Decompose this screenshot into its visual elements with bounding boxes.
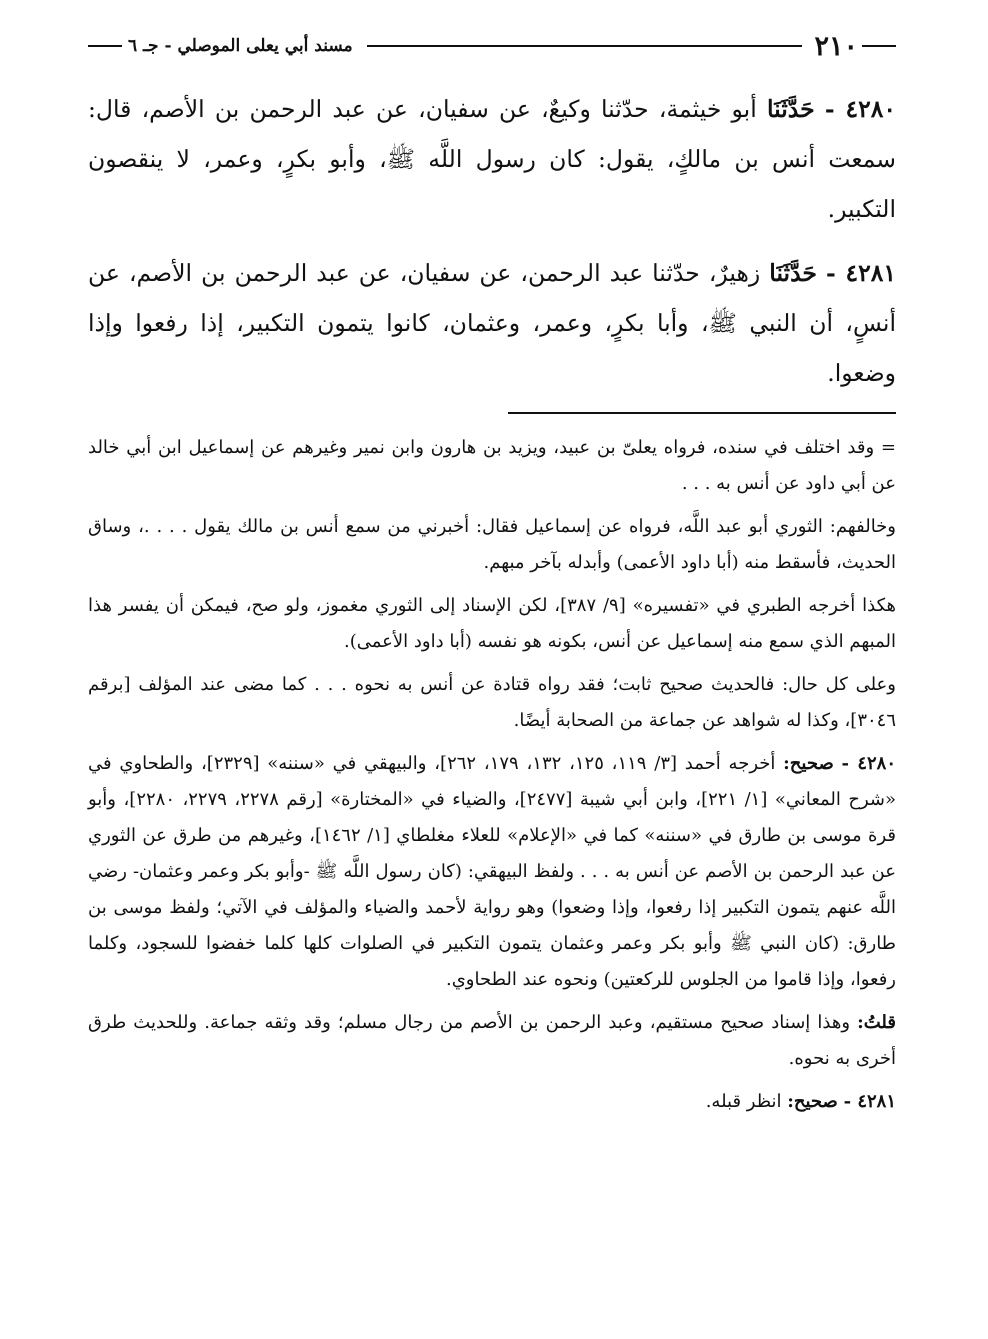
hadith-keyword: حَدَّثَنَا (769, 259, 817, 287)
hadith-number: ٤٢٨١ - (825, 259, 896, 287)
hadith-text: أبو خيثمة، حدّثنا وكيعٌ، عن سفيان، عن عبد الرحمن بن الأصم، قال: سمعت أنس بن مالكٍ، يقول: كان رسول اللَّه ﷺ، وأبو بكرٍ، وعمر، لا ينقصون التكبير. (88, 95, 896, 223)
page-header (88, 22, 896, 70)
hadith-number: ٤٢٨٠ - (824, 95, 896, 123)
footnote-4281 (88, 1084, 896, 1120)
header-dash (862, 45, 896, 47)
footnote-text: وعلى كل حال: فالحديث صحيح ثابت؛ فقد رواه قتادة عن أنس به نحوه . . . كما مضى عند المؤلف [برقم ٣٠٤٦]، وكذا له شواهد عن جماعة من الصحابة أيضًا. (88, 674, 896, 731)
footnote-number: ٤٢٨٠ - (841, 753, 897, 774)
footnote-text: انظر قبله. (705, 1091, 782, 1112)
page (88, 22, 896, 1127)
footnotes (88, 430, 896, 1120)
footnote-separator (508, 412, 896, 414)
header-rule (367, 45, 803, 47)
hadith-4281 (88, 248, 896, 398)
footnote-text: وهذا إسناد صحيح مستقيم، وعبد الرحمن بن الأصم من رجال مسلم؛ وقد وثقه جماعة. وللحديث طرق أخرى به نحوه. (88, 1012, 896, 1069)
footnote-text: وخالفهم: الثوري أبو عبد اللَّه، فرواه عن إسماعيل فقال: أخبرني من سمع أنس بن مالك يقول . . . .، وساق الحديث، فأسقط منه (أبا داود الأعمى) وأبدله بآخر مبهم. (88, 516, 896, 573)
footnote-keyword: قلتُ: (857, 1012, 896, 1033)
footnote-grade: صحيح: (783, 753, 834, 774)
hadith-text: زهيرٌ، حدّثنا عبد الرحمن، عن سفيان، عن عبد الرحمن بن الأصم، عن أنسٍ، أن النبي ﷺ، وأبا بكرٍ، وعمر، وعثمان، كانوا يتمون التكبير، إذا رفعوا وإذا وضعوا. (88, 259, 896, 387)
footnote-text: وقد اختلف في سنده، فرواه يعلىّ بن عبيد، ويزيد بن هارون وابن نمير وغيرهم عن إسماعيل ابن أبي خالد عن أبي داود عن أنس به . . . (88, 437, 896, 494)
footnote-number: ٤٢٨١ - (843, 1091, 896, 1112)
footnote-text: أخرجه أحمد [٣/ ١١٩، ١٢٥، ١٣٢، ١٧٩، ٢٦٢]، والبيهقي في «سننه» [٢٣٢٩]، والطحاوي في «شرح المعاني» [١/ ٢٢١]، وابن أبي شيبة [٢٤٧٧]، والضياء في «المختارة» [رقم ٢٢٧٨، ٢٢٧٩، ٢٢٨٠]، وأبو قرة موسى بن طارق في «سننه» كما في «الإعلام» للعلاء مغلطاي [١/ ١٤٦٢]، وغيرهم من طرق عن الثوري عن عبد الرحمن بن الأصم عن أنس به . . . ولفظ البيهقي: (كان رسول اللَّه ﷺ -وأبو بكر وعمر وعثمان- رضي اللَّه عنهم يتمون التكبير إذا رفعوا، وإذا وضعوا) وهو رواية لأحمد والضياء والمؤلف في الآتي؛ ولفظ موسى بن طارق: (كان النبي ﷺ وأبو بكر وعمر وعثمان يتمون التكبير في الصلوات كلها كلما خفضوا للسجود، وكلما رفعوا، وإذا قاموا من الجلوس للركعتين) ونحوه عند الطحاوي. (88, 753, 897, 990)
footnote-paragraph (88, 588, 896, 660)
book-title: مسند أبي يعلى الموصلي - جـ ٦ (128, 36, 353, 56)
footnote-paragraph (88, 509, 896, 581)
header-dash (88, 45, 122, 47)
footnote-paragraph (88, 667, 896, 739)
footnote-comment (88, 1005, 896, 1077)
main-text (88, 84, 896, 398)
hadith-4280 (88, 84, 896, 234)
footnote-continuation (88, 430, 896, 502)
footnote-4280 (88, 746, 896, 998)
footnote-grade: صحيح: (787, 1091, 838, 1112)
footnote-text: هكذا أخرجه الطبري في «تفسيره» [٩/ ٣٨٧]، لكن الإسناد إلى الثوري مغموز، ولو صح، فيمكن أن يفسر هذا المبهم الذي سمع منه إسماعيل عن أنس، بكونه هو نفسه (أبا داود الأعمى). (88, 595, 896, 652)
footnote-prefix: = (880, 437, 896, 458)
hadith-keyword: حَدَّثَنَا (766, 95, 815, 123)
page-number: ٢١٠ (814, 30, 858, 62)
